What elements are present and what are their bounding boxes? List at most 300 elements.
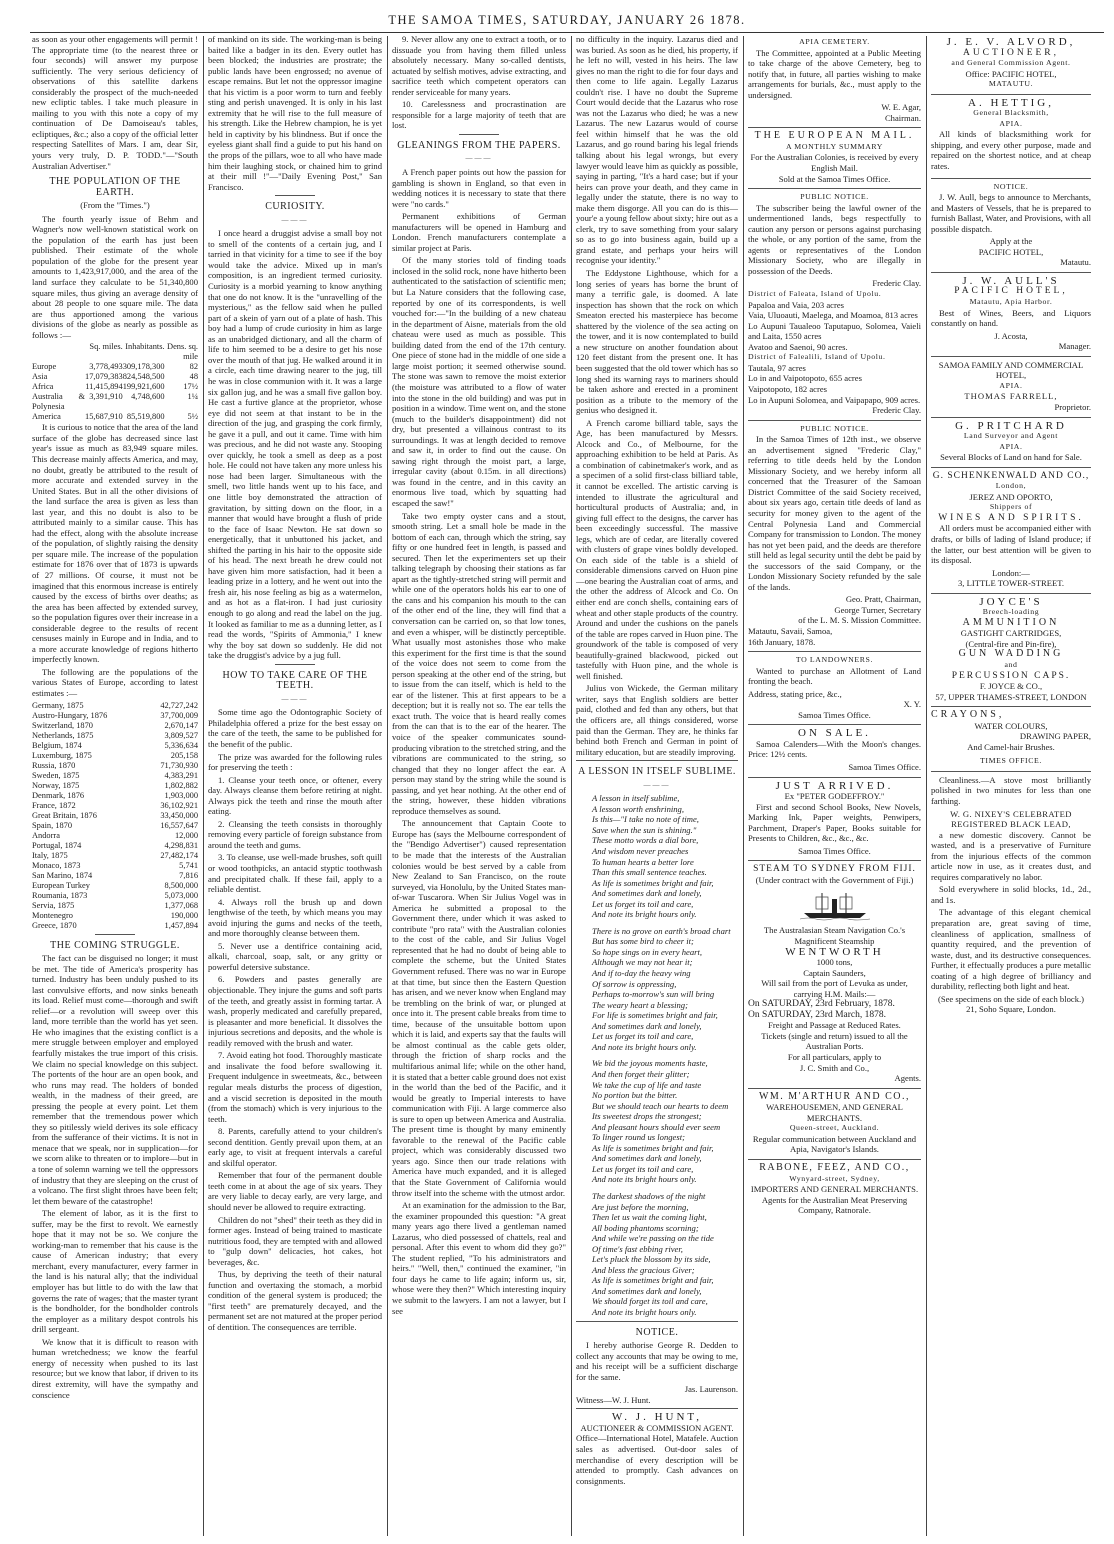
ad-subtitle: District of Faleata, Island of Upolu. bbox=[748, 289, 882, 299]
ad-address: Wynyard-street, Sydney, bbox=[789, 1173, 880, 1183]
ad-signature: Frederic Clay. bbox=[872, 278, 921, 289]
list-item: 9. Never allow any one to extract a tooth, or to dissuade you from having them filled unless absolutely necessary. Many so-called dentists, actuated by selfish motives, advise extracting, and sacrifice teeth which competent operators can render serviceable for many years. bbox=[392, 34, 566, 97]
table-cell: San Marino, 1874 bbox=[32, 870, 93, 880]
ad-aull-hotel bbox=[931, 273, 1091, 357]
list-item: Tautala, 97 acres bbox=[748, 362, 806, 373]
ad-title: WINES AND SPIRITS. bbox=[938, 512, 1084, 523]
ad-subtitle: and General Commission Agent. bbox=[951, 58, 1071, 68]
table-row bbox=[32, 392, 198, 412]
table-cell: Andorra bbox=[32, 830, 60, 840]
table-cell: Germany, 1875 bbox=[32, 700, 84, 710]
ad-subtitle: WAREHOUSEMEN, AND GENERAL MERCHANTS. bbox=[766, 1102, 903, 1123]
table-cell: 190,000 bbox=[170, 910, 198, 920]
table-cell: Italy, 1875 bbox=[32, 850, 68, 860]
poem-line: The weary heart a blessing; bbox=[592, 999, 688, 1010]
list-item: 5. Never use a dentifrice containing acid, alkali, charcoal, soap, salt, or any gritty or powerful detersive substance. bbox=[208, 940, 382, 972]
ad-text: In the Samoa Times of 12th inst., we observe an advertisement signed "Frederic Clay," referring to title deeds held by the London Missionary Society, and we hereby inform all concerned that the Treasurer of the Samoan District Committee of the said Society received, about six years ago, certain title deeds of land as security for money given to the agent of the Central Polynesia Land and Commercial Company for transmission to London. The money has not yet been paid, and the deeds are therefore still held as legal security until the debt be paid by the successors of the said Company, or the London Missionary Society refunded by the sale of the lands. bbox=[748, 434, 921, 592]
ad-title: THE EUROPEAN MAIL. bbox=[754, 130, 915, 142]
notice-title: NOTICE. bbox=[635, 1326, 679, 1338]
ad-title: TIMES OFFICE. bbox=[980, 756, 1042, 766]
table-cell: Monaco, 1873 bbox=[32, 860, 81, 870]
ad-text: Samoa Times Office. bbox=[848, 762, 921, 772]
list-item: 3. To cleanse, use well-made brushes, soft quill or wood toothpicks, an antacid styptic toothwash and precipitated chalk. If these fail, apply to a reliable dentist. bbox=[208, 852, 382, 895]
ad-alvord bbox=[931, 34, 1091, 95]
table-cell: 17,079,383 bbox=[85, 372, 123, 382]
table-cell: 82 bbox=[189, 362, 198, 372]
ad-name: J. E. V. ALVORD, bbox=[946, 36, 1076, 48]
table-cell: Russia, 1870 bbox=[32, 760, 76, 770]
ad-date: On SATURDAY, 23rd February, 1878. bbox=[748, 999, 895, 1010]
poem-line: Let us forget its toil and care, bbox=[592, 1163, 694, 1174]
poem-line: A lesson worth enshrining, bbox=[592, 803, 684, 814]
ad-place: Matautu. bbox=[1060, 257, 1091, 268]
ad-title: PUBLIC NOTICE. bbox=[800, 192, 869, 202]
ad-text: Sold at the Samoa Times Office. bbox=[778, 173, 891, 184]
ad-text: Several Blocks of Land on hand for Sale. bbox=[940, 452, 1082, 463]
article-text: The announcement that Captain Coote to Europe has (says the Melbourne correspondent of the "Bendigo Advertiser") caused representation to be made that the interests of the Australian colonies would be best served by a cable from New Zealand to San Francisco, on the route surveyed, via Honolulu, by the United States man-of-war Tuscarora. When Sir Julius Vogel was in America he submitted a proposal to the Government there, under which it was asked to contribute "pro rata" with the Australian colonies to the cost of the cable, and Sir Julius Vogel represented that he had no doubt of being able to complete the scheme, but the United States Government refused. There was no war in Europe at that time, but since then the Eastern Question has arisen, and we never know when England may be trembling on the brink of war, or plunged at once into it. The present cable breaks from time to time, because of the unsuitable bottom upon which it is laid, and experts say that the faults will be almost continual as the cable gets older, through the friction of sharp rocks and the multifarious animal life; while on the other hand, it is stated that a better cable ground does not exist in the world than the bed of the Pacific, and it would be greatly to Imperial interests to have communication with Fiji. A large commerce also is sure to open up between America and Australia. The present time is thought by many eminently favorable to the renewal of the Pacific cable project, which was considerably discussed two years ago. Since then our trade relations with America have much expanded, and it is alleged that the State Government of California would throw itself into the scheme with the utmost ardor. bbox=[392, 818, 566, 1198]
table-row bbox=[32, 871, 198, 881]
table-header bbox=[32, 342, 198, 362]
list-item: 4. Always roll the brush up and down lengthwise of the teeth, by which means you may avoid injuring the gums and necks of the teeth, and more thoroughly cleanse between them. bbox=[208, 896, 382, 939]
ad-text: GASTIGHT CARTRIDGES, bbox=[960, 628, 1062, 639]
article-source: (From the "Times.") bbox=[80, 200, 150, 211]
table-cell: Australia & Polynesia bbox=[32, 392, 85, 412]
table-cell: 36,102,921 bbox=[160, 800, 198, 810]
ad-just-arrived bbox=[748, 778, 921, 862]
ad-signature: J. C. Smith and Co., bbox=[799, 1062, 870, 1073]
poem-line: As life is sometimes bright and fair, bbox=[592, 1275, 714, 1286]
poem-line: The darkest shadows of the night bbox=[592, 1190, 706, 1201]
ad-text: Regular communication between Auckland and Apia, Navigator's Islands. bbox=[752, 1133, 917, 1155]
ad-title: W. G. NIXEY'S CELEBRATED REGISTERED BLACK LEAD, bbox=[950, 808, 1072, 830]
table-cell: Denmark, 1876 bbox=[32, 790, 85, 800]
ad-text: Office—International Hotel, Matafele. Auction sales as advertised. Out-door sales of merchandise of every description will be attended to promptly. Cash advances on consignments. bbox=[576, 1433, 738, 1486]
column-5 bbox=[748, 34, 921, 1536]
poem-line: To linger round us longest; bbox=[592, 1132, 685, 1143]
table-row bbox=[32, 711, 198, 721]
column-6 bbox=[931, 34, 1091, 1536]
poem-line: As life is sometimes bright and fair, bbox=[592, 877, 714, 888]
ad-place: APIA. bbox=[999, 441, 1023, 451]
masthead bbox=[30, 8, 1104, 33]
poem-line: So hope sings on in every heart, bbox=[592, 946, 703, 957]
table-row bbox=[32, 731, 198, 741]
ad-text: The advantage of this elegant chemical preparation are, great saving of time, cleanliness of application, smallness of quantity required, and the prevention of waste, dust, and its destructive consequences. Further, it effectually produces a pure metallic coating of a high degree of brilliancy and durability, reflecting both light and heat. bbox=[931, 907, 1091, 992]
table-row bbox=[32, 781, 198, 791]
poem-line: And sometimes dark and lonely, bbox=[592, 1285, 702, 1296]
article-text: as soon as your other engagements will permit ! The appropriate time (to the nearest three or four seconds) will answer my purpose sufficiently. The very serious deficiency of observations of this satellite darkens considerably the prospect of the much-needed new ecliptic tables. I take much pleasure in mailing to you with this note a copy of my continuation of De Damoiseau's tables, ecliptiques, &c.; also a copy of the official letter respecting Satellites of Mars. I am, dear Sir, yours very truly, D. P. TODD."—"South Australian Advertiser." bbox=[32, 34, 198, 171]
population-table bbox=[32, 342, 198, 422]
ad-title: SAMOA FAMILY AND COMMERCIAL HOTEL, bbox=[938, 359, 1084, 381]
table-row bbox=[32, 921, 198, 931]
table-cell: 1,457,894 bbox=[164, 920, 198, 930]
article-text: Permanent exhibitions of German manufacturers will be opened in Hamburg and London. French manufacturers contemplate a similar project at Paris. bbox=[392, 211, 566, 253]
poem-line: Its sweetest drops the strongest; bbox=[592, 1111, 702, 1122]
poem-line: No portion but the bitter. bbox=[592, 1090, 678, 1101]
table-cell: Roumania, 1873 bbox=[32, 890, 88, 900]
poem-line: To human hearts a better lore bbox=[592, 856, 694, 867]
ad-hettig bbox=[931, 95, 1091, 179]
column-4: no difficulty in the inquiry. Lazarus died and was buried. As soon as he died, his property, if he left no will, vested in his heirs. The law gives no man the right to die for four days and then come to life again. Legally Lazarus couldn't rise. I have no doubt the Supreme Court would decide that the Lazarus who rose was not the Lazarus who died; he was a new Lazarus. The new Lazarus would of course feel within himself that he was the old Lazarus, and go round baring his legal friends talking about his legal wrongs, but every lawyer would leave him as quickly as possible, saying in parting, "It's a hard case; but if your heirs can prove your death, and they came in legally under the statute, there is no way to make them disgorge. All you can do is this—your'e a young fellow about sixty; hire out as a clerk, try to save something from your salary so as to go into business again, build up a grand estate, and perhaps your heirs will recognise your identity." The Eddystone Lighthouse, which for a long series of years has borne the brunt of many a terrific gale, is doomed. A late inspection has shown that the rock on which Smeaton erected his masterpiece has become shattered by the violence of the sea acting on the tower, and it is now contemplated to build a new structure on another foundation about 120 feet distant from the present one. It has been suggested that the old tower which has so long shed its warning rays to mariners should be taken ashore and erected in a prominent position as a tribute to the memory of the genius who designed it. A French carome billiard table, says the Age, has been manufactured by Messrs. Alcock and Co., of Melbourne, for the approaching exhibition to be held at Paris. As a combination of cabinetmaker's work, and as a specimen of a solid first-class billiard table, it cannot be excelled. The artistic carving is intended to illustrate the agricultural and horticultural products of Australia; and, in giving full effect to the designs, the carver has been exceedingly successful. The massive legs, which are of cedar, are literally covered with clusters of grape vines boldly developed. On each side of the table is a shield of considerable dimensions carved on Huon pine—one bearing the Australian coat of arms, and the other the address of Alcock and Co. On either end are conch shells, containing ears of wheat and other staple products of the country. Around and under the cushions on the panels of the table are ropes carved in Huon pine. The groundwork of the table is composed of very beautifully-grained blackwood, picked out tastefully with Huon pine, and the whole is well finished. Julius von Wickede, the German military writer, says that English soldiers are better paid, clothed and fed than any others, but that the officers are, all things considered, worse paid than the German. They are, he thinks far behind both French and German in point of military education, but are steadily improving. A LESSON IN ITSELF SUBLIME. ——— A lesson in itself sublime, A lesson worth enshrining, Is this—"I take no note of time, Save when the sun is shining." These motto words a dial bore, And wisdom never preaches To human hearts a better lore Than this small sentence teaches. As life is sometimes bright and fair, And sometimes dark and lonely, Let us forget its toil and care, And note its bright hours only. There is no grove on earth's broad chart But has some bird to cheer it; So hope sings on in every heart, Although we may not hear it; And if to-day the heavy wing Of sorrow is oppressing, Perhaps to-morrow's sun will bring The weary heart a blessing; For life is sometimes bright and fair, And sometimes dark and lonely, Let us forget its toil and care, And note its bright hours only. We bid the joyous moments haste, And then forget their glitter; We take the cup of life and taste No portion but the bitter. But we should teach our hearts to deem Its sweetest drops the strongest; And pleasant hours should ever seem To linger round us longest; As life is sometimes bright and fair, And sometimes dark and lonely, Let us forget its toil and care, And note its bright hours only. The darkest shadows of the night Are just before the morning, Then let us wait the coming light, All boding phantoms scorning; And while we're passing on the tide Of time's fast ebbing river, Let's pluck the blossom by its side, And bless the gracious Giver; As life is sometimes bright and fair, And sometimes dark and lonely, We should forget its toil and care, And note its bright hours only. NOTICE. I hereby authorise George R. Dedden to collect any accounts that may be owing to me, and his receipt will be a sufficient discharge for the same. Jas. Laurenson. Witness—W. J. Hunt. W. J. HUNT, AUCTIONEER & COMMISSION AGENT. Office—International Hotel, Matafele. Auction sales as advertised. Out-door sales of merchandise of every description will be attended to promptly. Cash advances on consignments. bbox=[576, 34, 738, 1486]
ad-subtitle: Breech-loading bbox=[982, 607, 1040, 617]
table-cell: 2,670,147 bbox=[164, 720, 198, 730]
table-cell: Asia bbox=[32, 372, 48, 382]
gleanings-list bbox=[392, 167, 566, 1316]
poem-line: All boding phantoms scorning; bbox=[592, 1222, 699, 1233]
ad-title: STEAM TO SYDNEY FROM FIJI. bbox=[753, 864, 916, 875]
table-cell: Switzerland, 1870 bbox=[32, 720, 93, 730]
ad-text: For the Australian Colonies, is received by every English Mail. bbox=[750, 152, 919, 174]
poem-line: Then let us wait the coming light, bbox=[592, 1212, 707, 1223]
list-item: Lo in and Vaipotopoto, 655 acres bbox=[748, 373, 862, 384]
ad-date: 16th January, 1878. bbox=[748, 636, 816, 647]
table-cell: 85,519,800 bbox=[126, 412, 165, 422]
ad-text: Samoa Times Office. bbox=[798, 709, 871, 720]
ad-text: 1000 tons, bbox=[816, 957, 853, 968]
table-cell: America bbox=[32, 412, 61, 422]
table-row bbox=[32, 831, 198, 841]
table-cell: Montenegro bbox=[32, 910, 73, 920]
list-item: 2. Cleansing the teeth consists in thoroughly removing every particle of foreign substance from around the teeth and gums. bbox=[208, 818, 382, 850]
ad-subtitle: District of Falealili, Island of Upolu. bbox=[748, 352, 886, 362]
list-item: Remember that four of the permanent double teeth come in at about the age of six years. They are very liable to decay early, are very large, and should never be allowed to require extracting. bbox=[208, 1170, 382, 1212]
ad-title: GUN WADDING bbox=[958, 648, 1064, 660]
list-item: Lo in Aupuni Solomea, and Vaipapapo, 909 acres. bbox=[748, 394, 921, 405]
list-item: Vaipotopoto, 182 acres bbox=[748, 383, 827, 394]
table-cell: 1¼ bbox=[187, 392, 198, 402]
table-cell: 199,921,600 bbox=[122, 382, 165, 392]
table-cell: 5,741 bbox=[179, 860, 198, 870]
ad-text: The Australasian Steam Navigation Co.'s Magnificent Steamship bbox=[763, 925, 906, 947]
ad-name: G. SCHENKENWALD AND CO., bbox=[932, 470, 1090, 481]
table-row bbox=[32, 911, 198, 921]
poem-line: These motto words a dial bore, bbox=[592, 835, 699, 846]
ad-text: Samoa Times Office. bbox=[798, 845, 871, 856]
ad-text: Shippers of bbox=[989, 502, 1033, 512]
masthead-title: THE SAMOA TIMES, SATURDAY, JANUARY 26 1878. bbox=[388, 12, 746, 27]
ad-address: 3, LITTLE TOWER-STREET. bbox=[958, 578, 1064, 589]
poem-line: And bless the gracious Giver; bbox=[592, 1264, 695, 1275]
table-cell: 4,383,291 bbox=[164, 770, 198, 780]
column-rule bbox=[743, 36, 744, 1536]
ad-title: AMMUNITION bbox=[962, 616, 1060, 628]
ad-title: PUBLIC NOTICE. bbox=[800, 423, 869, 433]
ad-landowners bbox=[748, 652, 921, 725]
table-row bbox=[32, 372, 198, 382]
ad-place: London:— bbox=[992, 567, 1030, 578]
table-row bbox=[32, 801, 198, 811]
poem-line: We should forget its toil and care, bbox=[592, 1296, 708, 1307]
ad-signature: J. Acosta, bbox=[994, 330, 1028, 341]
ad-schenkenwald bbox=[931, 468, 1091, 594]
ad-european-mail bbox=[748, 128, 921, 189]
poem-line: Let us forget its toil and care, bbox=[592, 898, 694, 909]
table-row bbox=[32, 881, 198, 891]
poem-line: Of time's fast ebbing river, bbox=[592, 1243, 683, 1254]
ad-text: Freight and Passage at Reduced Rates. bbox=[768, 1020, 901, 1031]
poem-line: And note its bright hours only. bbox=[592, 1306, 697, 1317]
header-cell bbox=[32, 342, 85, 362]
ad-rabone-feez bbox=[748, 1160, 921, 1220]
poem-line: And while we're passing on the tide bbox=[592, 1233, 714, 1244]
table-cell: 4,748,600 bbox=[131, 392, 165, 402]
notice-text: I hereby authorise George R. Dedden to collect any accounts that may be owing to me, and his receipt will be a sufficient discharge for the same. bbox=[576, 1340, 738, 1382]
ad-steam-to-sydney bbox=[748, 861, 921, 1088]
ad-apia-cemetery bbox=[748, 34, 921, 128]
ad-subtitle: (Under contract with the Government of Fiji.) bbox=[755, 874, 914, 885]
ad-subtitle: A MONTHLY SUMMARY bbox=[785, 141, 884, 151]
ad-signature: George Turner, Secretary bbox=[834, 604, 921, 615]
ad-crayons bbox=[931, 707, 1091, 772]
ad-text: All orders must be accompanied either with drafts, or bills of lading of Island produce; if the latter, our best attention will be given to its disposal. bbox=[931, 523, 1091, 566]
table-cell: Europe bbox=[32, 362, 57, 372]
poem-line: There is no grove on earth's broad chart bbox=[592, 925, 731, 936]
ad-mcarthur bbox=[748, 1089, 921, 1160]
table-cell: 309,178,300 bbox=[122, 362, 165, 372]
table-cell: Norway, 1875 bbox=[32, 780, 80, 790]
ad-subtitle: Ex "PETER GODEFFROY." bbox=[784, 791, 885, 802]
ad-address: 21, Soho Square, London. bbox=[966, 1004, 1056, 1015]
list-item: 6. Powders and pastes generally are objectionable. They injure the gums and soft parts of the teeth, and greatly assist in forming tartar. A wash, properly medicated and carefully prepared, is pleasanter and more beneficial. It dissolves the injurious secretions and deposits, and the whole is readily removed with the brush and water. bbox=[208, 974, 382, 1048]
header-cell: Inhabitants. bbox=[125, 342, 165, 352]
table-cell: 12,000 bbox=[174, 830, 198, 840]
ad-joyce bbox=[931, 594, 1091, 707]
ad-place: MATAUTU. bbox=[988, 79, 1034, 89]
article-text: I once heard a druggist advise a small boy not to smell of the contents of a certain jug, and I tarried in that vicinity for a time to see if the boy would take the advice. Mixed up in man's composition, is an ingredient termed curiosity. Curiosity is a morbid yearning to know anything that one do not know. It is the "unravelling of the mysterious," as the fellow said when he pulled part of a skein of yarn out of a plate of hash. This boy had a lump of crude curiosity in him as large as an unabridged dictionary, and all the charm of life to him seemed to be a desire to get his nose over the mouth of that jug. He walked around it in a circle, each time drawing nearer to the jug, till he was in close communion with it. It was a large six gallon jug, and he was a small five gallon boy. He cast a furtive glance at the proprietor, whose eye did not seem at that instant to be in the direction of the jug, and grasping the cork firmly, he gave it a pull, and out it came. Time with him was precious, and he did not waste any. Stooping over quickly, he took a smell as deep as a post hole. He could not have taken any more unless his nose had been larger. Simultaneous with the smell, two little hands went up to his face, and one little boy demonstrated the attraction of gravitation, by sitting down on the floor, in a manner that would have brought a flush of pride to the face of Isaac Newton. He sat down so energetically, that it unbuttoned his jacket, and shifted the parting in his hair to the opposite side of his head. The next breath he drew could not have given him more satisfaction, had it been a leading prize in a lottery, and he went out into the fresh air, his nose feeling as big as a watermelon, and as hot as a flat-iron. I had just curiosity enough to go along and read the label on the jug. It looked as familiar to me as a dunning letter, as I read the words, "Spirits of Ammonia," I knew why the boy sat down so suddenly. He did not take the druggist's advice by a jug full. bbox=[208, 228, 382, 661]
table-row bbox=[32, 821, 198, 831]
ad-name: W. J. HUNT, bbox=[611, 1411, 703, 1424]
poem-line: Than this small sentence teaches. bbox=[592, 867, 707, 878]
ad-title: CRAYONS, bbox=[931, 709, 1005, 721]
ad-text: J. W. Aull, begs to announce to Merchants, and Masters of Vessels, that he is prepared to furnish Ballast, Water, and Provisions, with all possible dispatch. bbox=[931, 192, 1091, 234]
teeth-rules-list bbox=[208, 775, 382, 1333]
article-text: The Eddystone Lighthouse, which for a long series of years has borne the brunt of many a terrific gale, is doomed. A late inspection has shown that the rock on which Smeaton erected his masterpiece has become shattered by the violence of the sea acting on the tower, and it is now contemplated to build a new structure on another foundation about 120 feet distant from the present one. It has been suggested that the old tower which has so long shed its warning rays to mariners should be taken ashore and erected in a prominent position as a tribute to the memory of the genius who designed it. bbox=[576, 268, 738, 416]
article-title: THE COMING STRUGGLE. bbox=[50, 939, 180, 951]
table-row bbox=[32, 811, 198, 821]
list-item: 8. Parents, carefully attend to your children's second dentition. Gently prevail upon them, at an early age, to visit at frequent intervals a careful and skilful operator. bbox=[208, 1126, 382, 1168]
ad-text: For all particulars, apply to bbox=[787, 1052, 882, 1063]
poem-line: Are just before the morning, bbox=[592, 1201, 689, 1212]
poem-line: And if to-day the heavy wing bbox=[592, 968, 691, 979]
article-text: At an examination for the admission to the Bar, the examiner propounded this question: "A great many years ago there lived a gentleman named Lazarus, who died possessed of chattels, real and personal. After this event to whom did they go?" The student replied, "To his administrators and heirs." "Well, then," continued the examiner, "in four days he came to life again; inform us, sir, whose were they then?" Which interesting inquiry we submit to the lawyers. I am not a lawyer, but I see bbox=[392, 1200, 566, 1316]
poem-title: A LESSON IN ITSELF SUBLIME. bbox=[578, 766, 736, 778]
table-cell: 48 bbox=[189, 372, 198, 382]
ad-text: Will sail from the port of Levuka as under, carrying H.M. Mails:— bbox=[761, 978, 908, 999]
table-row bbox=[32, 901, 198, 911]
table-row bbox=[32, 412, 198, 422]
poem-line: Of sorrow is oppressing, bbox=[592, 978, 677, 989]
ad-text: First and second School Books, New Novels, Marking Ink, Paper weights, Penwipers, Parchment, Draper's Paper, Books suitable for Presents to Children, &c., &c., &c. bbox=[748, 801, 921, 844]
ad-place: APIA. bbox=[999, 380, 1023, 390]
ad-title: WM. M'ARTHUR AND CO., bbox=[758, 1090, 911, 1102]
ad-text: WATER COLOURS, bbox=[974, 720, 1048, 731]
poem-line: We take the cup of life and taste bbox=[592, 1079, 702, 1090]
ad-text: DRAWING PAPER, bbox=[1019, 731, 1091, 742]
poem-line: And sometimes dark and lonely, bbox=[592, 888, 702, 899]
table-row bbox=[32, 761, 198, 771]
table-cell: 7,816 bbox=[179, 870, 198, 880]
table-cell: 5,073,000 bbox=[164, 890, 198, 900]
table-cell: 824,548,500 bbox=[122, 372, 165, 382]
poem-line: Is this—"I take no note of time, bbox=[592, 814, 699, 825]
ad-text: a new domestic discovery. Cannot be wasted, and is a preservative of Furniture from the injurious effects of the common article now in use, as it creates dust, and requires comparatively no labor. bbox=[931, 829, 1091, 882]
ad-on-sale bbox=[748, 725, 921, 777]
table-cell: 5½ bbox=[187, 412, 198, 422]
article-text: The prize was awarded for the following rules for preserving the teeth : bbox=[208, 751, 382, 773]
table-cell: 4,298,831 bbox=[164, 840, 198, 850]
ad-pritchard bbox=[931, 418, 1091, 468]
table-cell: 17½ bbox=[183, 382, 198, 392]
list-item: Vaia, Uluoauti, Maelega, and Moamoa, 813 acres bbox=[748, 310, 918, 321]
ad-title: APIA CEMETERY. bbox=[799, 37, 870, 46]
list-item: 10. Carelessness and procrastination are responsible for a large majority of teeth that are lost. bbox=[392, 99, 566, 131]
ad-text: Agents for the Australian Meat Preserving Company, Ratnorale. bbox=[761, 1194, 908, 1216]
poem-line: Save when the sun is shining." bbox=[592, 824, 697, 835]
ad-text: and bbox=[1004, 659, 1018, 669]
table-cell: Austro-Hungary, 1876 bbox=[32, 710, 108, 720]
list-item: Papaloa and Vaia, 203 acres bbox=[748, 299, 845, 310]
table-row bbox=[32, 741, 198, 751]
article-text: The fact can be disguised no longer; it must be met. The tide of America's prosperity has turned. Industry has been unduly pushed to its last convulsive efforts, and now sinks beneath its load. Relief must come—thorough and swift relief—or a revolution will sweep over this land, more terrible than the world has yet seen. He who imagines that the existing conflict is a mere struggle between employer and employed fearfully mistakes the true import of this crisis. We claim no special knowledge on this subject. The portents of the hour are an open book, and who runs may read. The holders of bonded wealth, in the madness of their greed, are pressing the people at every point. Let them remember that the tremendous power which they so pitilessly wield derives its sole efficacy from the sufferance of their victims. It is not in menace that we speak, nor in supplication—for we scorn alike to threaten or to implore—but in a tone of solemn warning we tell the oppressors of industry that they are sleeping on the crust of a volcano. The first slight throes have been felt; let them beware of the catastrophe! bbox=[32, 953, 198, 1206]
list-item: 7. Avoid eating hot food. Thoroughly masticate and insalivate the food before swallowing it. Frequent indulgence in sweetmeats, &c., between regular meals disturbs the process of digestion, and a viscid secretion is deposited in the mouth (from the stomach) which is very injurious to the teeth. bbox=[208, 1050, 382, 1124]
ad-text: Sold everywhere in solid blocks, 1d., 2d., and 1s. bbox=[931, 884, 1091, 905]
table-cell: 1,903,000 bbox=[164, 790, 198, 800]
poem-line: But has some bird to cheer it; bbox=[592, 936, 694, 947]
ad-signature: X. Y. bbox=[903, 699, 921, 710]
article-text: We know that it is difficult to reason with human wretchedness; we know the fearful energy of necessity when pushed to its last resource; but we know that labor, if driven to its direst extremity, will have the sympathy and conscience bbox=[32, 1336, 198, 1400]
table-cell: 37,700,009 bbox=[160, 710, 198, 720]
ad-title: PERCUSSION CAPS. bbox=[951, 670, 1071, 681]
poem-line: But we should teach our hearts to deem bbox=[592, 1100, 729, 1111]
notice-signature: Jas. Laurenson. bbox=[684, 1384, 738, 1395]
table-row bbox=[32, 841, 198, 851]
article-title: THE POPULATION OF THE EARTH. bbox=[49, 176, 181, 198]
table-row bbox=[32, 382, 198, 392]
ad-name: J. W. AULL'S bbox=[962, 274, 1060, 287]
ad-title: Land Surveyor and Agent bbox=[963, 431, 1059, 441]
ad-title: TO LANDOWNERS. bbox=[795, 655, 874, 665]
europe-table bbox=[32, 701, 198, 931]
poem-line: And sometimes dark and lonely, bbox=[592, 1020, 702, 1031]
poem-line: And sometimes dark and lonely, bbox=[592, 1153, 702, 1164]
ad-address: 57, UPPER THAMES-STREET, LONDON bbox=[935, 691, 1087, 702]
table-cell: 42,727,242 bbox=[160, 700, 198, 710]
table-cell: 205,158 bbox=[170, 750, 198, 760]
table-cell: 16,557,647 bbox=[160, 820, 198, 830]
ad-signature: Frederic Clay. bbox=[872, 405, 921, 416]
table-row bbox=[32, 751, 198, 761]
ad-text: Captain Saunders, bbox=[803, 967, 866, 978]
article-text: Of the many stories told of finding toads inclosed in the solid rock, none have hitherto been authenticated to the satisfaction of scientific men; but La Nature considers that the following case, reported by one of its correspondents, is well vouched for:—"In the building of a new chateau in the department of Aisne, materials from the old chateau were used as much as possible. This building dated from the end of the 17th century. One piece of stone had in the middle of one side a large moist portion; it seemed otherwise sound. The stone was sawn to remove the moist exterior (the moisture was attributed to a flow of water into the stone in the old building) and was put in position in a window. Time went on, and the stone (much to the builder's disappointment) did not dry, but presented a villainous contrast to its surroundings. It was at length decided to remove and saw it, in order to find out the cause. On sawing right through the moist part, a large, irregular cavity (about 0.15m. in all directions) was found in the centre, and in this cavity an enormous live toad, which by squatting had escaped the saw!" bbox=[392, 255, 566, 508]
ad-text: The subscriber being the lawful owner of the undermentioned lands, begs respectfully to caution any person or persons against purchasing the whole, or any portion of the same, from the agents or representatives of the London Missionary Society, who are illegally in possession of the Deeds. bbox=[748, 202, 921, 276]
table-cell: France, 1872 bbox=[32, 800, 76, 810]
ad-address: Queen-street, Auckland. bbox=[789, 1123, 880, 1133]
ad-date: On SATURDAY, 23rd March, 1878. bbox=[748, 1009, 887, 1020]
poem-line: And note its bright hours only. bbox=[592, 1041, 697, 1052]
poem-line: A lesson in itself sublime, bbox=[592, 793, 680, 804]
column-3: 9. Never allow any one to extract a tooth, or to dissuade you from having them filled unless absolutely necessary. Many so-called dentists, actuated by selfish motives, advise extracting, and sacrifice teeth which competent operators can render serviceable for many years. 10. Carelessness and procrastination are responsible for a large majority of teeth that are lost. GLEANINGS FROM THE PAPERS. ——— A French paper points out how the passion for gambling is shown in England, so that even in wedding notices it is necessary to state that there were "no cards." Permanent exhibitions of German manufacturers will be opened in Hamburg and London. French manufacturers contemplate a similar project at Paris. Of the many stories told of finding toads inclosed in the solid rock, none have hitherto been authenticated to the satisfaction of scientific men; but La Nature considers that the following case, reported by one of its correspondents, is well vouched for:—"In the building of a new chateau in the department of Aisne, materials from the old chateau were used as much as possible. This building dated from the end of the 17th century. One piece of stone had in the middle of one side a large moist portion; it seemed otherwise sound. The stone was sawn to remove the moist exterior (the moisture was attributed to a flow of water into the stone in the old building) and was put in position in a window. Time went on, and the stone (much to the builder's disappointment) did not dry, but presented a villainous contrast to its surroundings. It was at length decided to remove and saw it, in order to find out the cause. On sawing right through the moist part, a large, irregular cavity (about 0.15m. in all directions) was found in the centre, and in this cavity an enormous live toad, which by squatting had escaped the saw!" Take two empty oyster cans and a stout, smooth string. Let a small hole be made in the bottom of each can, through which the string, say fifty or one hundred feet in length, is passed and secured. Then let the experimenters set up their talking telegraph by choosing their stations as far apart as the tightly-stretched string will permit and while one of the operators holds his ear to one of the cans and his companion his mouth to the can of the other end of the line, they will find that a conversation can be carried on, so that low tones, and even a whisper, will be distinctly perceptible. What usually most astonishes those who make this experiment for the first time is that the sound of the voice does not seem to come from the person speaking at the other end of the string, but to issue from the can itself, which is held to the ear of the listener. This at first appears to be a deception; but it is really not so. The ear tells the exact truth. The voice that is heard really comes from the can that is to the ear of the hearer. The voice of the speaker communicates sound-producing vibration to the stretched string, and the vibrations are communicated to the string, so changed that they no longer affect the ear. A person may stand by the string while the sound is passing, and yet hear nothing. At the other end of the string, however, these hidden vibrations reproduce themselves as sound. The announcement that Captain Coote to Europe has (says the Melbourne correspondent of the "Bendigo Advertiser") caused representation to be made that the interests of the Australian colonies would be best served by a cable from New Zealand to San Francisco, on the route surveyed, via Honolulu, by the United States man-of-war Tuscarora. When Sir Julius Vogel was in America he submitted a proposal to the Government there, under which it was asked to contribute "pro rata" with the Australian colonies to the cost of the cable, and Sir Julius Vogel represented that he had no doubt of being able to complete the scheme, but the United States Government refused. There was no war in Europe at that time, but since then the Eastern Question has arisen, and we never know when England may be trembling on the brink of war, or plunged at once into it. The present cable breaks from time to time, because of the unsuitable bottom upon which it is laid, and experts say that the faults will be almost continual as the cable gets older, through the friction of sharp rocks and the multifarious animal life; while on the other hand, it is stated that a better cable ground does not exist in the world than the bed of the Pacific, and it would be greatly to Imperial interests to have communication with Fiji. A large commerce also is sure to open up between America and Australia. The present time is thought by many eminently favorable to the renewal of the Pacific cable project, which was considerably discussed two years ago. Since then our trade relations with America have much expanded, and it is alleged that the State Government of California would throw itself into the scheme with the utmost ardor. At an examination for the admission to the Bar, the examiner propounded this question: "A great many years ago there lived a gentleman named Lazarus, who died possessed of chattels, real and personal. After this event to whom did they go?" The student replied, "To his administrators and heirs." "Well, then," continued the examiner, "in four days he came to life again; inform us, sir, whose were they then?" Which interesting inquiry we submit to the lawyers. I am not a lawyer, but I see bbox=[392, 34, 566, 1316]
table-row bbox=[32, 721, 198, 731]
ad-name: A. HETTIG, bbox=[968, 96, 1054, 109]
ad-place: APIA. bbox=[999, 118, 1023, 128]
poem bbox=[576, 793, 738, 1317]
ad-text: Samoa Calenders—With the Moon's changes. Price: 12½ cents. bbox=[748, 738, 921, 760]
table-cell: Spain, 1870 bbox=[32, 820, 73, 830]
ad-name: G. PRITCHARD bbox=[955, 419, 1067, 432]
ad-title: PACIFIC HOTEL, bbox=[954, 286, 1068, 297]
article-text: A French carome billiard table, says the Age, has been manufactured by Messrs. Alcock and Co., of Melbourne, for the approaching exhibition to be held at Paris. As a combination of cabinetmaker's work, and as a specimen of a solid first-class billiard table, it cannot be excelled. The artistic carving is intended to illustrate the agricultural and horticultural products of Australia; and, in giving full effect to the designs, the carver has been exceedingly successful. The massive legs, which are of cedar, are literally covered with clusters of grape vines boldly developed. On each side of the table is a shield of considerable dimensions carved on Huon pine—one bearing the Australian coat of arms, and the other the address of Alcock and Co. On either end are conch shells, containing ears of wheat and other staple products of the country. Around and under the cushions on the panels of the table are ropes carved in Huon pine. The groundwork of the table is composed of very beautifully-grained blackwood, picked out tastefully with Huon pine, and the whole is well finished. bbox=[576, 417, 738, 681]
teeth-rules-continued bbox=[392, 34, 566, 131]
ad-signature: of the L. M. S. Mission Committee. bbox=[798, 615, 921, 626]
ad-nixey-black-lead bbox=[931, 772, 1091, 1019]
table-cell: 8,500,000 bbox=[164, 880, 198, 890]
table-cell: Portugal, 1874 bbox=[32, 840, 82, 850]
ad-place: London, bbox=[995, 481, 1027, 491]
ad-name: JOYCE'S bbox=[979, 595, 1043, 608]
ad-subtitle: JEREZ AND OPORTO, bbox=[969, 491, 1053, 502]
ad-text: Apply at the bbox=[989, 236, 1033, 247]
table-cell: Netherlands, 1875 bbox=[32, 730, 94, 740]
poem-line: And pleasant hours should ever seem bbox=[592, 1121, 721, 1132]
article-text: The element of labor, as it is the first to suffer, may be the first to revolt. We earnestly hope that it may not be so. We conjure the working-man to remember that his cause is the cause of American industry; that every merchant, every manufacturer, every farmer in the land is his natural ally; that the individual employer has but little to do with the law that governs the rate of wages; that the master tyrant is the bondholder, for the bondholder controls the employer as a military despot controls his drill sergeant. bbox=[32, 1208, 198, 1335]
column-rule bbox=[387, 36, 388, 1536]
article-title: HOW TO TAKE CARE OF THE TEETH. bbox=[222, 669, 368, 692]
ad-text: Wanted to purchase an Allotment of Land fronting the beach. bbox=[748, 665, 921, 687]
ad-address: PACIFIC HOTEL, bbox=[978, 246, 1044, 257]
table-cell: 3,778,493 bbox=[89, 362, 123, 372]
poem-line: As life is sometimes bright and fair, bbox=[592, 1142, 714, 1153]
list-item: Avatoo and Saenoi, 90 acres. bbox=[748, 341, 848, 352]
article-text: of mankind on its side. The working-man is being baited like a badger in its den. Every outlet has been blocked; the industries are prostrate; the public lands have been engrossed; no avenue of escape remains. But let not the oppressor imagine that his victim is a poor worm to turn and feebly sting and perish unavenged. It is only in his last extremity that he will rise to the full measure of his strength. Like the Hebrew champion, he is yet held in captivity by his blindness. But if once the eyeless giant shall find a guide to put his hand on the props of the pillars, woe to all who have made him their laughing stock, or chained him to grind at their mill !"—"Daily Evening Post," San Francisco. bbox=[208, 34, 382, 192]
poem-line: Let's pluck the blossom by its side, bbox=[592, 1254, 711, 1265]
ad-title: NOTICE. bbox=[993, 181, 1029, 191]
ad-signature: Agents. bbox=[894, 1073, 921, 1084]
ad-text: Address, stating price, &c., bbox=[748, 688, 842, 699]
table-row bbox=[32, 891, 198, 901]
notice-witness: Witness—W. J. Hunt. bbox=[576, 1394, 651, 1405]
poem-line: For life is sometimes bright and fair, bbox=[592, 1010, 718, 1021]
ad-text: All kinds of blacksmithing work for shipping, and every other purpose, made and repaired on the shortest notice, and at cheap rates. bbox=[931, 129, 1091, 172]
ad-text: And Camel-hair Brushes. bbox=[967, 741, 1055, 752]
ad-role: Chairman. bbox=[884, 112, 921, 123]
ship-name: WENTWORTH bbox=[785, 945, 884, 958]
table-cell: Sweden, 1875 bbox=[32, 770, 80, 780]
column-1 bbox=[32, 34, 198, 1536]
article-text: It is curious to notice that the area of the land surface of the globe has decreased since last year's issue as much as 83,949 square miles. This decrease mainly affects America, and may, no doubt, greatly be attributed to the result of more accurate and extended survey in the United States. But in all the other divisions of the land surface the area is given as less than last year, and this no doubt is also to be attributed mainly to a similar cause. This has had the effect, along with the absolute increase of the population, of slightly raising the density per square mile. The increase of the population estimate for 1876 over that of 1873 is upwards of 27 millions. Of course, it must not be imagined that this enormous increase is entirely caused by the excess of births over deaths; as the area has been affected by extended survey, so the population figures over their increase in a considerable degree to the results of recent censuses mainly in Europe and in India, and to a more accurate knowledge of regions hitherto imperfectly known. bbox=[32, 422, 198, 665]
column-rule bbox=[203, 36, 204, 1536]
poem-line: We bid the joyous moments haste, bbox=[592, 1058, 708, 1069]
table-cell: 3,391,910 bbox=[89, 392, 123, 402]
table-row bbox=[32, 771, 198, 781]
table-cell: Africa bbox=[32, 382, 54, 392]
article-text: The fourth yearly issue of Behm and Wagner's now well-known statistical work on the population of the earth has just been published. Their estimate of the whole population of the globe for the present year amounts to 1,423,917,000, and the area of the land surface they calculate to be 51,340,800 square miles, thus giving an average density of about 28 people to one square mile. The data are thus apportioned among the various divisions of the globe as nearly as possible as follows :— bbox=[32, 213, 198, 340]
table-cell: 11,415,894 bbox=[85, 382, 123, 392]
ad-text: Best of Wines, Beers, and Liquors constantly on hand. bbox=[931, 307, 1091, 329]
ad-title: General Blacksmith, bbox=[973, 108, 1049, 118]
ad-signature: W. E. Agar, bbox=[881, 102, 921, 113]
ad-signature: Geo. Pratt, Chairman, bbox=[845, 594, 921, 605]
table-row bbox=[32, 362, 198, 372]
table-cell: 1,377,068 bbox=[164, 900, 198, 910]
ad-text: (Central-fire and Pin-fire), bbox=[965, 638, 1057, 649]
ad-title: ON SALE. bbox=[798, 727, 871, 740]
table-cell: Luxemburg, 1875 bbox=[32, 750, 92, 760]
ad-public-notice-1 bbox=[748, 189, 921, 420]
ad-place: Matautu, Savaii, Samoa, bbox=[748, 625, 833, 636]
table-row bbox=[32, 861, 198, 871]
list-item: 1. Cleanse your teeth once, or oftener, every day. Always cleanse them before retiring at night. Always pick the teeth and rinse the mouth after eating. bbox=[208, 774, 382, 817]
ad-text: The Committee, appointed at a Public Meeting to take charge of the above Cemetery, beg to notify that, in future, all parties wishing to make arrangements for burials, &c., must apply to the undersigned. bbox=[748, 47, 921, 100]
